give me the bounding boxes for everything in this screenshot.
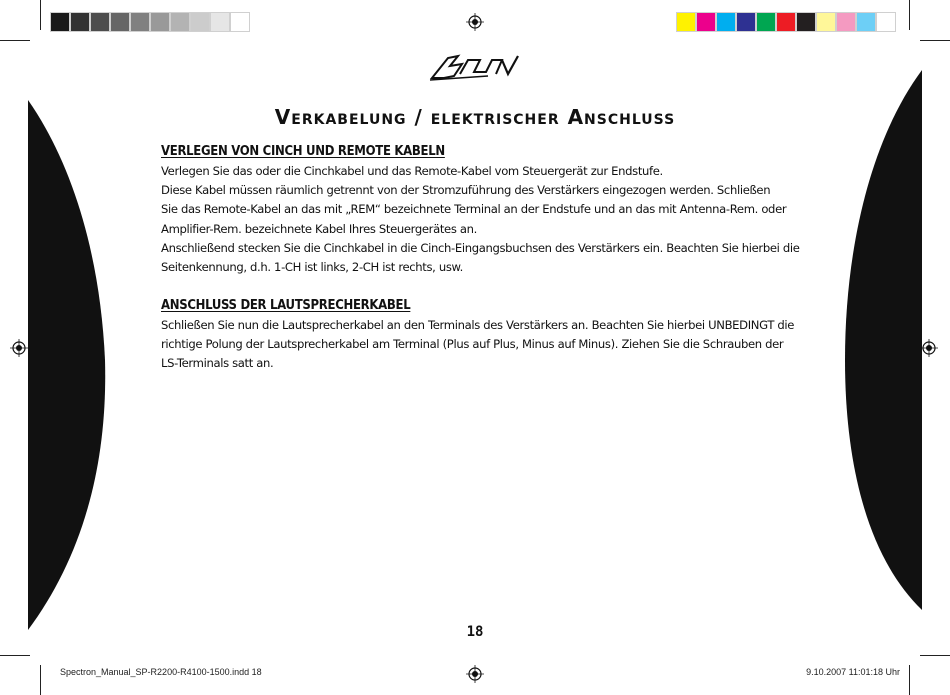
color-swatch: [716, 12, 736, 32]
color-swatch: [736, 12, 756, 32]
color-swatch: [190, 12, 210, 32]
color-swatch: [836, 12, 856, 32]
registration-mark-icon: [10, 339, 28, 357]
paragraph-line: Anschließend stecken Sie die Cinchkabel in die Cinch-Eingangsbuchsen des Verstärkers ein. Beachten Sie hierbei die: [161, 240, 800, 255]
crop-mark: [0, 40, 30, 41]
crop-mark: [909, 0, 910, 30]
registration-mark-icon: [920, 339, 938, 357]
section-speaker-cables: [161, 298, 801, 374]
paragraph-line: Sie das Remote-Kabel an das mit „REM“ bezeichnete Terminal an der Endstufe und an das mit Antenna-Rem. oder: [161, 202, 787, 217]
left-swoosh: [28, 100, 105, 630]
color-swatch: [130, 12, 150, 32]
section-heading: VERLEGEN VON CINCH UND REMOTE KABELN: [161, 144, 445, 159]
paragraph-line: Schließen Sie nun die Lautsprecherkabel an den Terminals des Verstärkers an. Beachten Sie hierbei UNBEDINGT die: [161, 318, 795, 332]
color-swatch: [150, 12, 170, 32]
color-swatch: [90, 12, 110, 32]
registration-mark-icon: [466, 665, 484, 683]
color-swatch: [210, 12, 230, 32]
paragraph-line: Diese Kabel müssen räumlich getrennt von der Stromzuführung des Verstärkers eingezogen werden. Schließen: [161, 183, 771, 198]
color-swatch: [776, 12, 796, 32]
color-swatch: [696, 12, 716, 32]
paragraph-line: richtige Polung der Lautsprecherkabel am Terminal (Plus auf Plus, Minus auf Minus). Ziehen Sie die Schrauben der: [161, 337, 784, 352]
paragraph-line: Verlegen Sie das oder die Cinchkabel und das Remote-Kabel vom Steuergerät zur Endstufe.: [161, 164, 663, 178]
color-swatch: [70, 12, 90, 32]
crop-mark: [909, 665, 910, 695]
section-heading: ANSCHLUSS DER LAUTSPRECHERKABEL: [161, 298, 411, 313]
gray-color-bar: [50, 12, 250, 32]
color-swatch: [816, 12, 836, 32]
crop-mark: [920, 655, 950, 656]
crop-mark: [920, 40, 950, 41]
color-swatch: [676, 12, 696, 32]
page-title: Verkabelung / elektrischer Anschluss: [274, 105, 676, 129]
crop-mark: [0, 655, 30, 656]
paragraph-line: Amplifier-Rem. bezeichnete Kabel Ihres Steuergerätes an.: [161, 221, 477, 236]
color-swatch: [876, 12, 896, 32]
paragraph-line: Seitenkennung, d.h. 1-CH ist links, 2-CH ist rechts, usw.: [161, 260, 463, 275]
spectron-logo: [428, 52, 522, 82]
crop-mark: [40, 0, 41, 30]
color-swatch: [756, 12, 776, 32]
crop-mark: [40, 665, 41, 695]
cmyk-color-bar: [676, 12, 896, 32]
right-swoosh: [845, 70, 922, 610]
color-swatch: [796, 12, 816, 32]
color-swatch: [856, 12, 876, 32]
color-swatch: [230, 12, 250, 32]
page-number: 18: [466, 624, 484, 640]
registration-mark-icon: [466, 13, 484, 31]
section-cinch-remote: [161, 144, 801, 277]
color-swatch: [170, 12, 190, 32]
color-swatch: [110, 12, 130, 32]
slug-filename: Spectron_Manual_SP-R2200-R4100-1500.indd 18: [60, 667, 262, 677]
paragraph-line: LS-Terminals satt an.: [161, 356, 274, 371]
color-swatch: [50, 12, 70, 32]
slug-timestamp: 9.10.2007 11:01:18 Uhr: [806, 667, 900, 677]
